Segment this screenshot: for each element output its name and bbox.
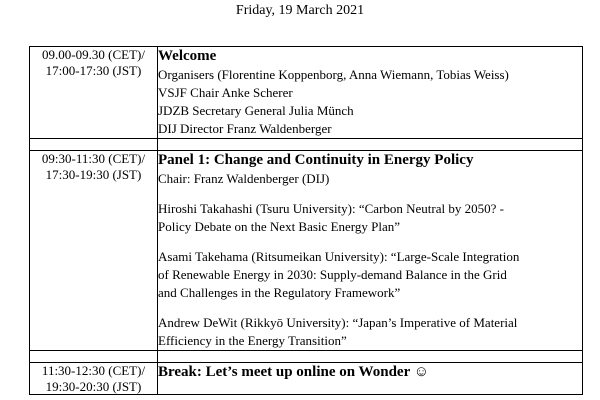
talk-line: Hiroshi Takahashi (Tsuru University): “Carbon Neutral by 2050? -: [158, 201, 504, 216]
time-cet: 09:30-11:30 (CET)/: [41, 151, 146, 166]
spacer-row: [30, 139, 583, 151]
speaker-line: DIJ Director Franz Waldenberger: [158, 121, 332, 136]
speaker-line: Organisers (Florentine Koppenborg, Anna Wiemann, Tobias Weiss): [158, 67, 509, 82]
session-row-break: [30, 363, 583, 395]
time-jst: 19:30-20:30 (JST): [45, 378, 142, 394]
talk-line: and Challenges in the Regulatory Framework”: [158, 285, 401, 300]
talk-line: Policy Debate on the Next Basic Energy Plan”: [158, 219, 401, 234]
speaker-line: VSJF Chair Anke Scherer: [158, 85, 293, 100]
session-chair: Chair: Franz Waldenberger (DIJ): [158, 171, 330, 186]
session-content: [158, 363, 583, 395]
talk-line: Efficiency in the Energy Transition”: [158, 333, 347, 348]
time-cet: 11:30-12:30 (CET)/: [41, 363, 146, 378]
session-time: [30, 151, 158, 351]
time-jst: 17:30-19:30 (JST): [45, 166, 142, 182]
session-title: Panel 1: Change and Continuity in Energy Policy: [158, 152, 474, 168]
session-row-welcome: [30, 47, 583, 139]
speaker-line: JDZB Secretary General Julia Münch: [158, 103, 354, 118]
session-title: Welcome: [158, 48, 217, 64]
session-time: [30, 47, 158, 139]
talk-line: Asami Takehama (Ritsumeikan University): “Large-Scale Integration: [158, 249, 520, 264]
talk-line: of Renewable Energy in 2030: Supply-demand Balance in the Grid: [158, 267, 507, 282]
time-cet: 09.00-09.30 (CET)/: [42, 47, 145, 62]
session-content: [158, 47, 583, 139]
session-content: [158, 151, 583, 351]
talk-line: Andrew DeWit (Rikkyō University): “Japan’s Imperative of Material: [158, 315, 518, 330]
spacer-row: [30, 351, 583, 363]
time-jst: 17:00-17:30 (JST): [45, 62, 142, 78]
session-title: Break: Let’s meet up online on Wonder ☺: [158, 364, 430, 380]
session-row-panel-1: [30, 151, 583, 351]
session-time: [30, 363, 158, 395]
page-date: Friday, 19 March 2021: [235, 3, 365, 18]
program-table: [29, 46, 583, 395]
